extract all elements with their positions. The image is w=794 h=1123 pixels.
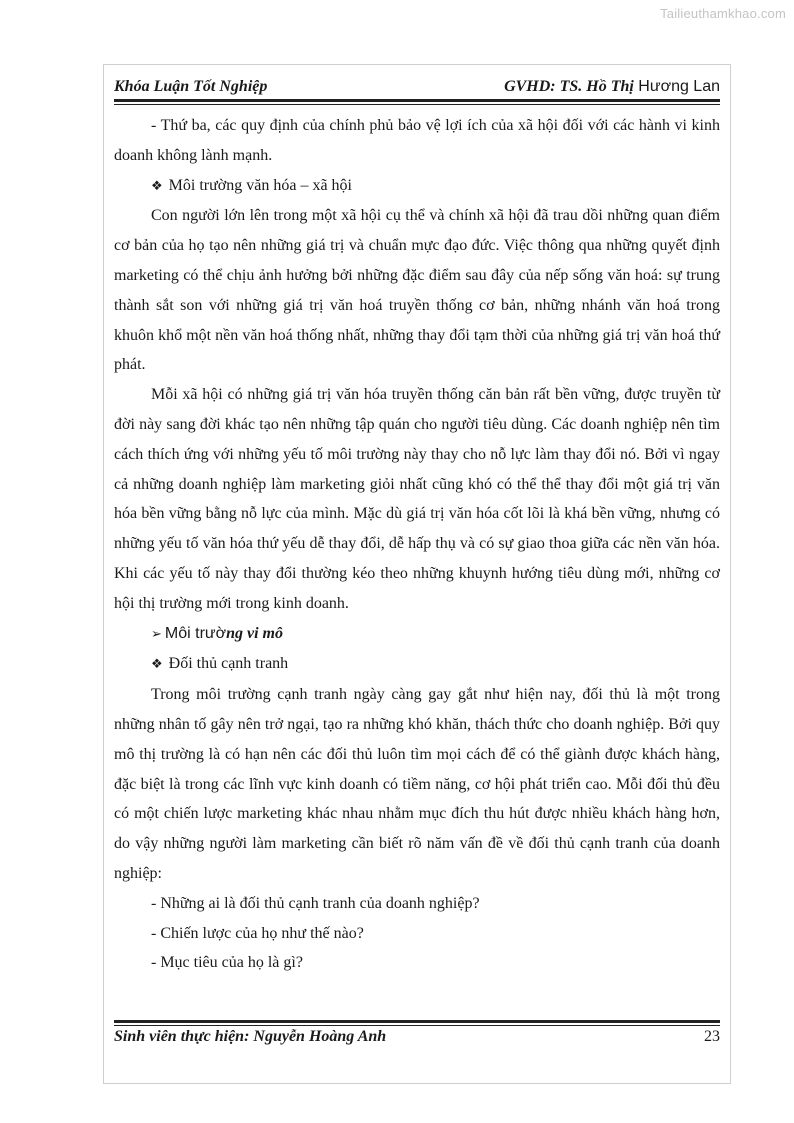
paragraph-regulation: - Thứ ba, các quy định của chính phủ bảo vệ lợi ích của xã hội đối với các hành vi kinh doanh không lành mạnh. — [114, 117, 720, 164]
page-number: 23 — [704, 1028, 720, 1045]
footer-rule — [114, 1020, 720, 1026]
heading-micro-plain: Môi trườ — [164, 624, 227, 642]
question-2: - Chiến lược của họ như thế nào? — [151, 924, 364, 942]
page-header — [114, 76, 720, 100]
heading-culture-text: Môi trường văn hóa – xã hội — [168, 176, 352, 194]
paragraph-culture-2: Mỗi xã hội có những giá trị văn hóa truyền thống căn bản rất bền vững, được truyền từ đời này sang đời khác tạo nên những tập quán cho người tiêu dùng. Các doanh nghiệp nên tìm cách thích ứng với những yếu tố môi trường này thay cho nỗ lực làm thay đổi nó. Bởi vì ngay cả những doanh nghiệp làm marketing giỏi nhất cũng khó có thể thể thay đổi một giá trị văn hóa bền vững bằng nỗ lực của mình. Mặc dù giá trị văn hóa cốt lõi là khá bền vững, nhưng có những yếu tố văn hóa thứ yếu dễ thay đổi, dễ hấp thụ và có sự giao thoa giữa các nền văn hóa. Khi các yếu tố này thay đổi thường kéo theo những khuynh hướng tiêu dùng mới, những cơ hội thị trường mới trong kinh doanh. — [114, 386, 720, 612]
paragraph-competitor: Trong môi trường cạnh tranh ngày càng gay gắt như hiện nay, đối thủ là một trong những nhân tố gây nên trở ngại, tạo ra những khó khăn, thách thức cho doanh nghiệp. Bởi quy mô thị trường là có hạn nên các đối thủ luôn tìm mọi cách để có thể giành được khách hàng, đặc biệt là trong các lĩnh vực kinh doanh có tiềm năng, cơ hội phát triển cao. Mỗi đối thủ đều có một chiến lược marketing khác nhau nhằm mục đích thu hút được nhiều khách hàng hơn, do vậy những người làm marketing cần biết rõ năm vấn đề về đối thủ cạnh tranh của doanh nghiệp: — [114, 686, 720, 882]
watermark: Tailieuthamkhao.com — [660, 6, 786, 21]
student-name: Sinh viên thực hiện: Nguyễn Hoàng Anh — [114, 1028, 387, 1045]
heading-culture — [151, 171, 720, 202]
heading-competitor — [151, 649, 720, 680]
header-rule — [114, 99, 720, 105]
paragraph-culture-1: Con người lớn lên trong một xã hội cụ thể và chính xã hội đã trau dồi những quan điểm cơ bản của họ tạo nên những giá trị và chuẩn mực đạo đức. Việc thông qua những quyết định marketing có thể chịu ảnh hưởng bởi những đặc điểm sau đây của nếp sống văn hoá: sự trung thành sắt son với những giá trị văn hoá truyền thống cơ bản, những nhánh văn hoá trong khuôn khổ một nền văn hoá thống nhất, những thay đổi tạm thời của những giá trị văn hoá thứ phát. — [114, 207, 720, 374]
arrow-icon: ➢ — [151, 626, 162, 642]
thesis-title: Khóa Luận Tốt Nghiệp — [114, 78, 268, 95]
heading-micro-bold: ng vi mô — [226, 624, 283, 642]
heading-competitor-text: Đối thủ cạnh tranh — [168, 655, 289, 673]
diamond-star-icon: ❖ — [151, 178, 163, 194]
supervisor-prefix: GVHD: TS. Hồ Thị — [504, 78, 634, 95]
supervisor — [504, 78, 720, 96]
question-1: - Những ai là đối thủ cạnh tranh của doanh nghiệp? — [151, 894, 480, 912]
question-3: - Mục tiêu của họ là gì? — [151, 954, 303, 972]
supervisor-name: Hương Lan — [633, 78, 720, 95]
diamond-star-icon: ❖ — [151, 657, 163, 673]
page-body — [114, 111, 720, 978]
heading-micro — [151, 619, 720, 650]
